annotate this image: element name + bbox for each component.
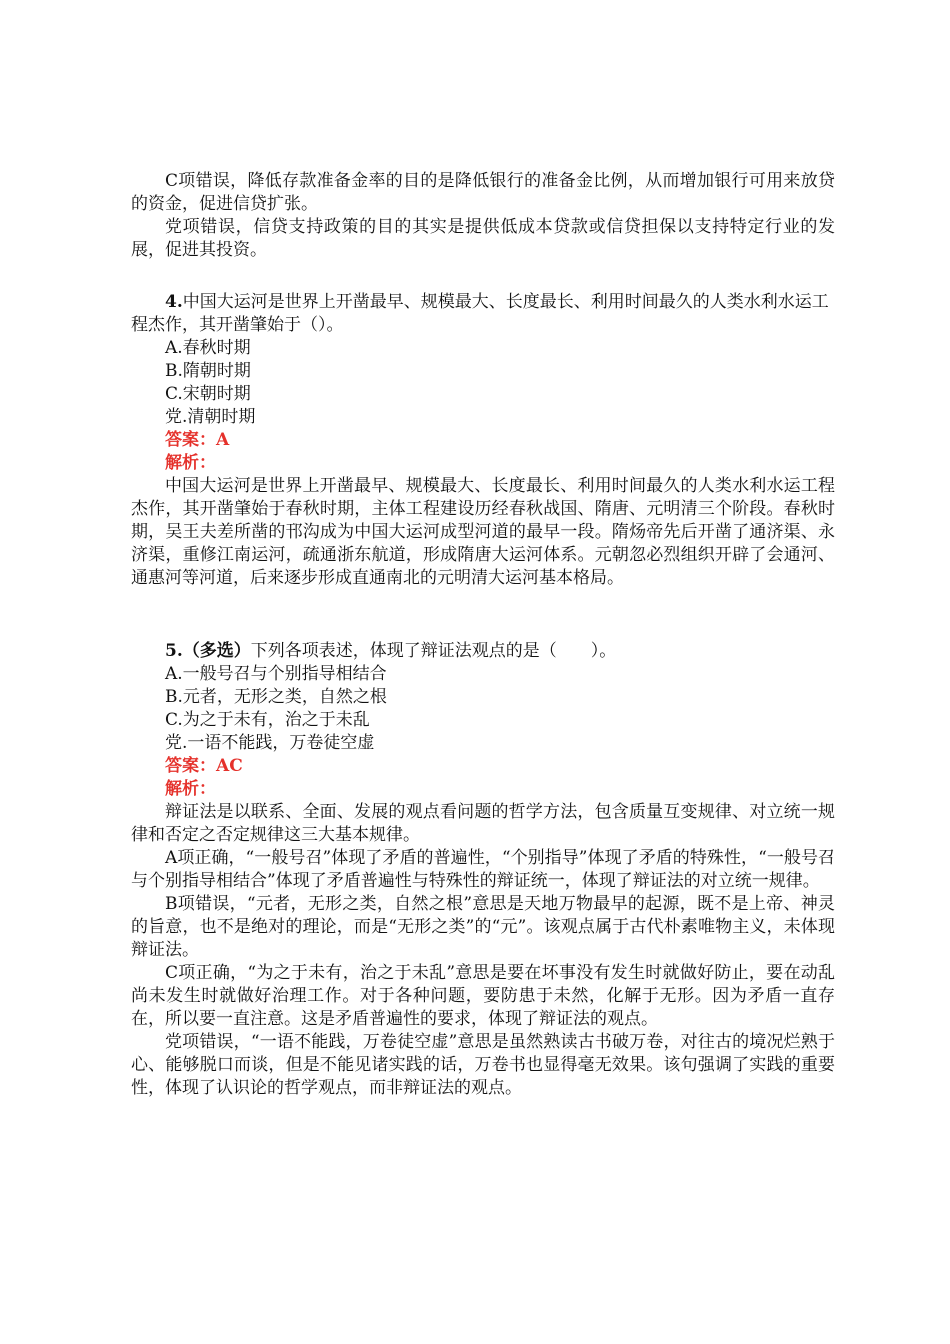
prev-question-analysis bbox=[131, 170, 835, 262]
question-5-text: 下列各项表述，体现了辩证法观点的是（ ）。 bbox=[250, 641, 617, 661]
option-c-explanation: C项错误，降低存款准备金率的目的是降低银行的准备金比例，从而增加银行可用来放贷的资金，促进信贷扩张。 bbox=[131, 171, 835, 214]
question-4-text: 中国大运河是世界上开凿最早、规模最大、长度最长、利用时间最久的人类水利水运工程杰作，其开凿肇始于（）。 bbox=[131, 292, 829, 335]
question-5-analysis-a: A项正确，“一般号召”体现了矛盾的普遍性，“个别指导”体现了矛盾的特殊性，“一般号召与个别指导相结合”体现了矛盾普遍性与特殊性的辩证统一，体现了辩证法的对立统一规律。 bbox=[131, 848, 835, 891]
question-5-option-a: A.一般号召与个别指导相结合 bbox=[165, 664, 387, 684]
question-4-analysis-label: 解析： bbox=[165, 453, 216, 473]
question-4-option-d: 党.清朝时期 bbox=[165, 407, 256, 427]
question-5-tag: （多选） bbox=[182, 641, 251, 661]
question-4-analysis: 中国大运河是世界上开凿最早、规模最大、长度最长、利用时间最久的人类水利水运工程杰作，其开凿肇始于春秋时期，主体工程建设历经春秋战国、隋唐、元明清三个阶段。春秋时期，吴王夫差所凿的邗沟成为中国大运河成型河道的最早一段。隋炀帝先后开凿了通济渠、永济渠，重修江南运河，疏通浙东航道，形成隋唐大运河体系。元朝忽必烈组织开辟了会通河、通惠河等河道，后来逐步形成直通南北的元明清大运河基本格局。 bbox=[131, 476, 835, 588]
question-4-answer: 答案：A bbox=[165, 430, 230, 450]
question-5-analysis-b: B项错误，“元者，无形之类，自然之根”意思是天地万物最早的起源，既不是上帝、神灵的旨意，也不是绝对的理论，而是“无形之类”的“元”。该观点属于古代朴素唯物主义，未体现辩证法。 bbox=[131, 894, 835, 960]
question-5-option-d: 党.一语不能践，万卷徒空虚 bbox=[165, 733, 375, 753]
question-5-analysis-c: C项正确，“为之于未有，治之于未乱”意思是要在坏事没有发生时就做好防止，要在动乱尚未发生时就做好治理工作。对于各种问题，要防患于未然，化解于无形。因为矛盾一直存在，所以要一直注意。这是矛盾普遍性的要求，体现了辩证法的观点。 bbox=[131, 963, 835, 1029]
question-5-analysis-d: 党项错误，“一语不能践，万卷徒空虚”意思是虽然熟读古书破万卷，对往古的境况烂熟于心、能够脱口而谈，但是不能见诸实践的话，万卷书也显得毫无效果。该句强调了实践的重要性，体现了认识论的哲学观点，而非辩证法的观点。 bbox=[131, 1032, 835, 1098]
question-4-number: 4. bbox=[165, 292, 183, 312]
question-4-option-a: A.春秋时期 bbox=[165, 338, 251, 358]
question-4-option-c: C.宋朝时期 bbox=[165, 384, 251, 404]
question-5-option-c: C.为之于未有，治之于未乱 bbox=[165, 710, 370, 730]
question-5-answer: 答案：AC bbox=[165, 756, 243, 776]
question-5-option-b: B.元者，无形之类，自然之根 bbox=[165, 687, 387, 707]
option-d-explanation: 党项错误，信贷支持政策的目的其实是提供低成本贷款或信贷担保以支持特定行业的发展，促进其投资。 bbox=[131, 217, 835, 260]
question-5-number: 5. bbox=[165, 641, 183, 661]
question-4 bbox=[131, 291, 835, 590]
question-5-stem bbox=[131, 640, 835, 663]
question-5-analysis-intro: 辩证法是以联系、全面、发展的观点看问题的哲学方法，包含质量互变规律、对立统一规律和否定之否定规律这三大基本规律。 bbox=[131, 802, 835, 845]
question-4-option-b: B.隋朝时期 bbox=[165, 361, 251, 381]
question-5-analysis-label: 解析： bbox=[165, 779, 216, 799]
question-5 bbox=[131, 640, 835, 1100]
question-4-stem bbox=[131, 291, 835, 337]
